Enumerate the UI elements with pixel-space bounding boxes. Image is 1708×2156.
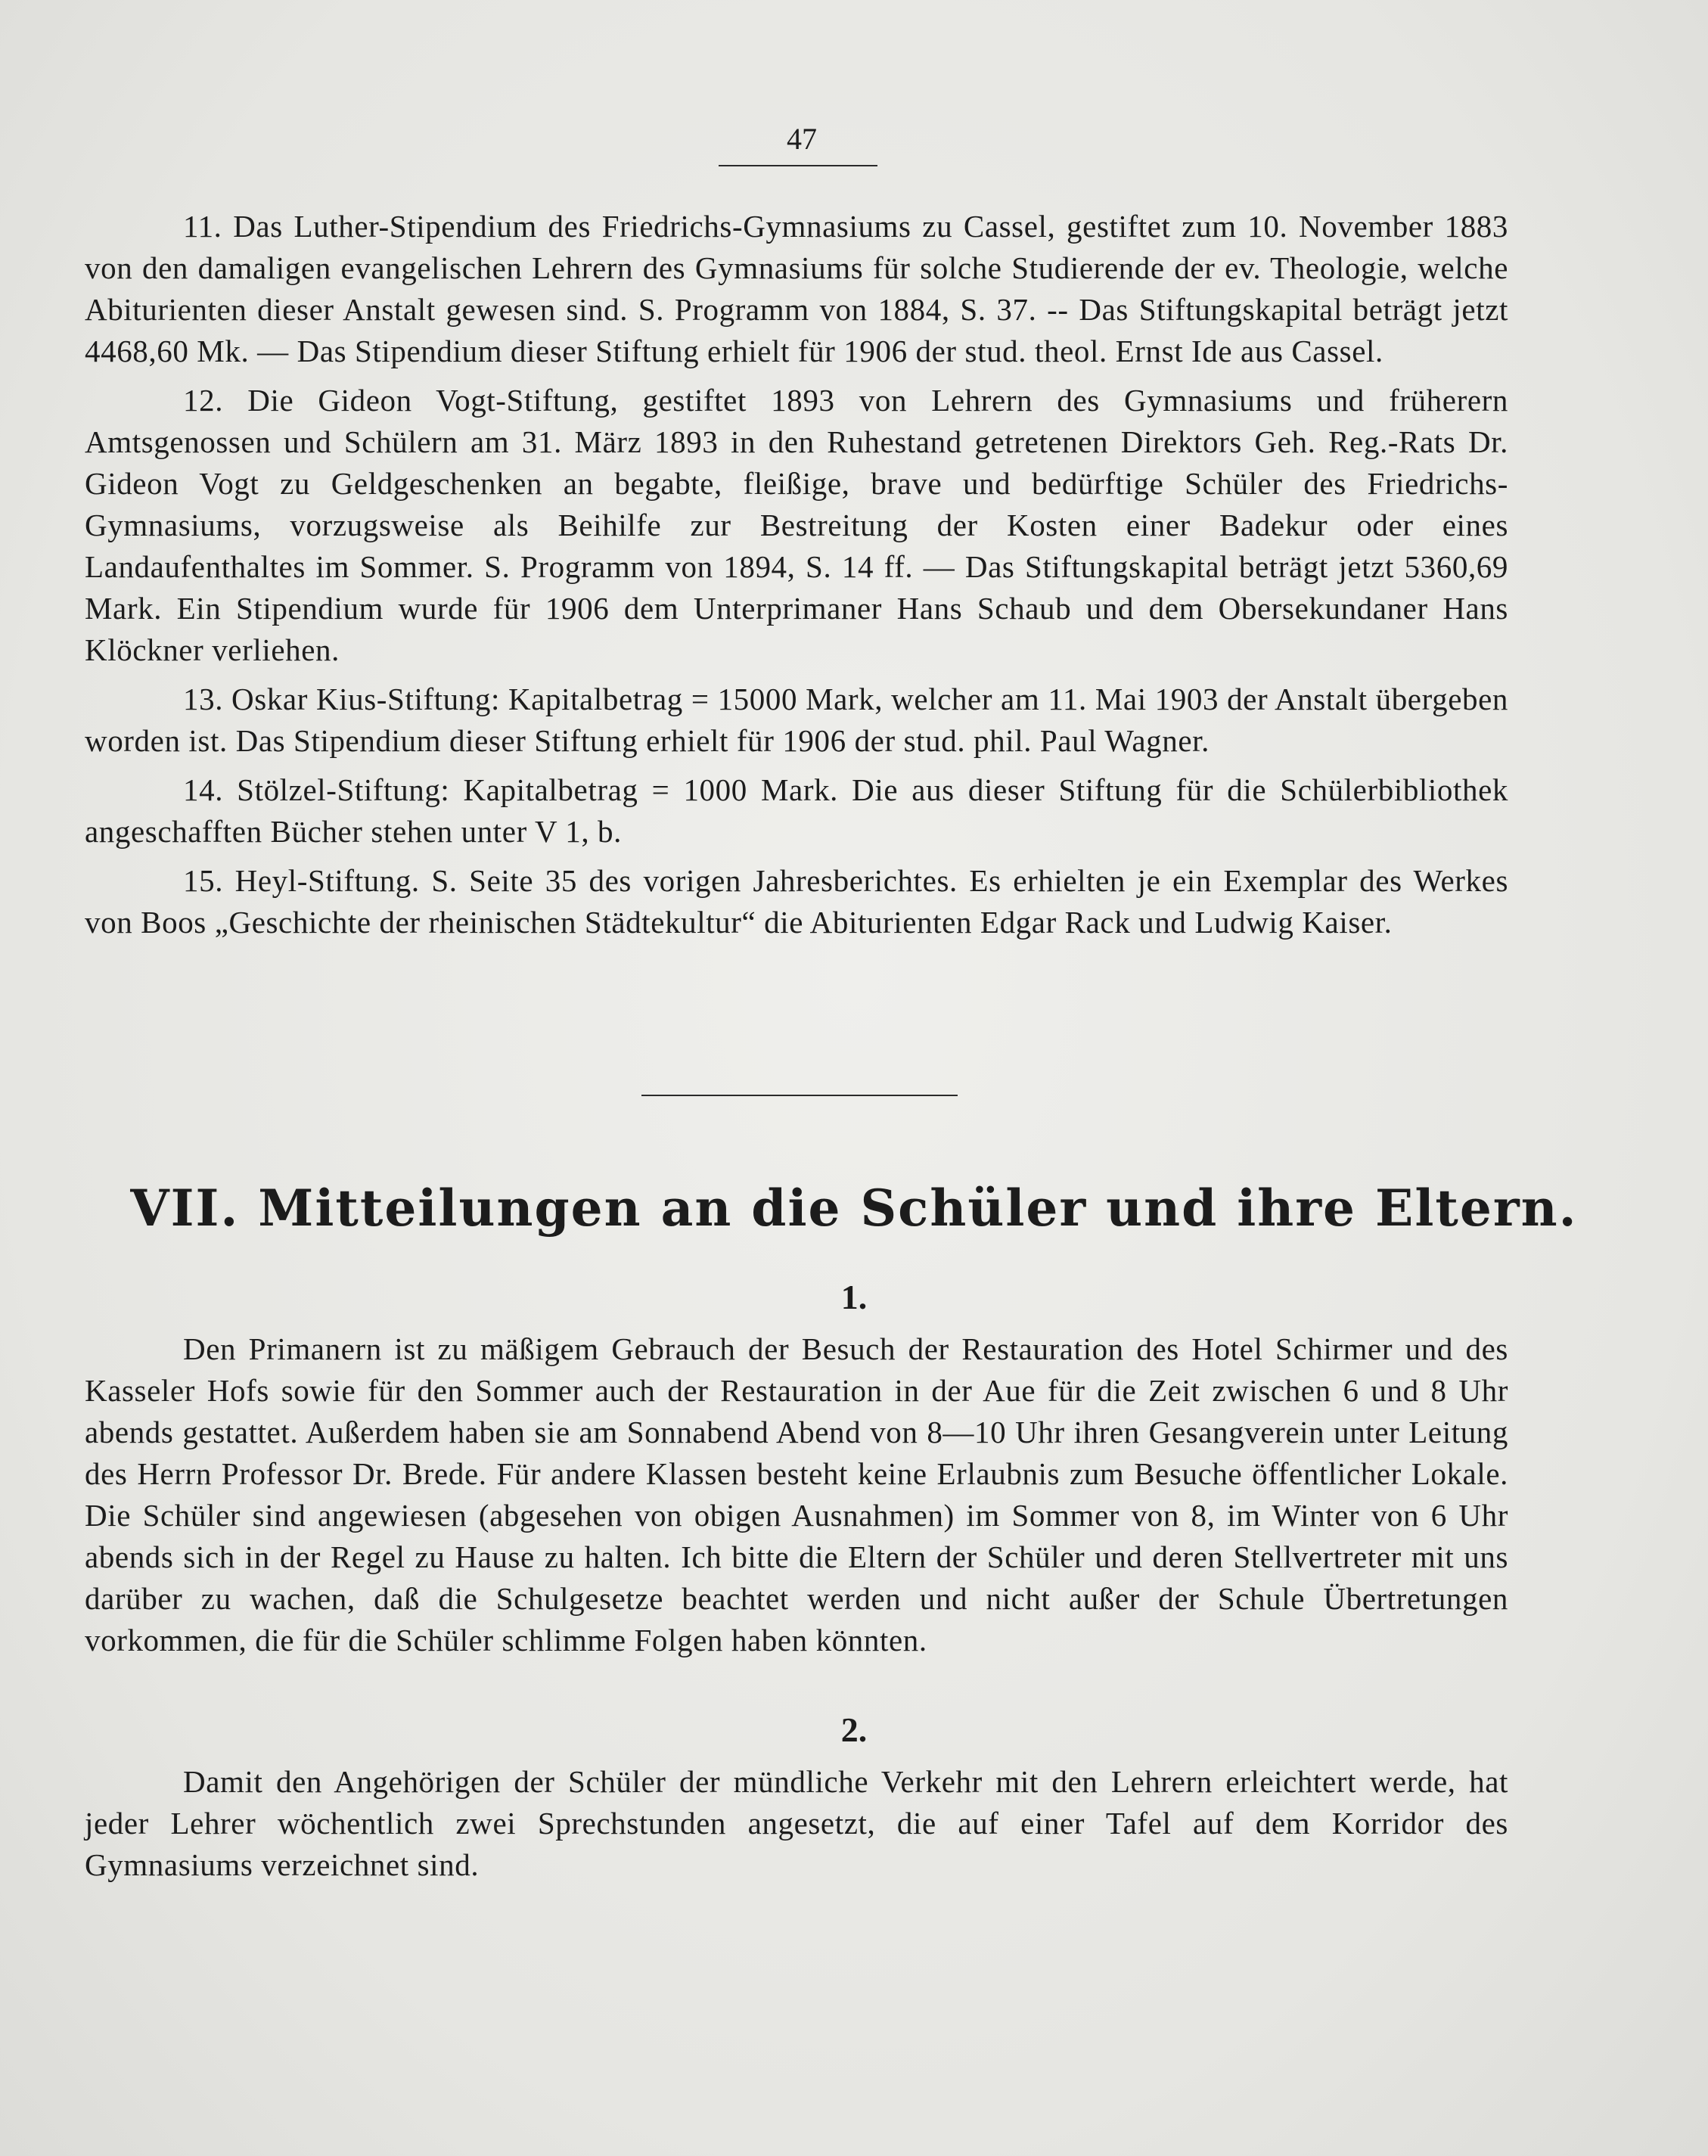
- subsection-body: [85, 1328, 1508, 1661]
- paragraph-gideon-vogt-stiftung: 12. Die Gideon Vogt-Stiftung, gestiftet 1893 von Lehrern des Gymnasiums und früherern Amtsgenossen und Schülern am 31. März 1893 in den Ruhestand getretenen Direktors Geh. Reg.-Rats Dr. Gideon Vogt zu Geldgeschenken an begabte, fleißige, brave und bedürftige Schüler des Friedrichs-Gymnasiums, vorzugsweise als Beihilfe zur Bestreitung der Kosten einer Badekur oder eines Landaufenthaltes im Sommer. S. Programm von 1894, S. 14 ff. — Das Stiftungskapital beträgt jetzt 5360,69 Mark. Ein Stipendium wurde für 1906 dem Unterprimaner Hans Schaub und dem Obersekundaner Hans Klöckner verliehen.: [85, 383, 1508, 667]
- subsection-number: 2.: [840, 1710, 868, 1749]
- paragraph-restaurant-visits: Den Primanern ist zu mäßigem Gebrauch der Besuch der Restauration des Hotel Schirmer und des Kasseler Hofs sowie für den Sommer auch der Restauration in der Aue für die Zeit zwischen 6 und 8 Uhr abends gestattet. Außerdem haben sie am Sonnabend Abend von 8—10 Uhr ihren Gesangverein unter Leitung des Herrn Professor Dr. Brede. Für andere Klassen besteht keine Erlaubnis zum Besuche öffentlicher Lokale. Die Schüler sind angewiesen (abgesehen von obigen Ausnahmen) im Sommer von 8, im Winter von 6 Uhr abends sich in der Regel zu Hause zu halten. Ich bitte die Eltern der Schüler und deren Stellvertreter mit uns darüber zu wachen, daß die Schulgesetze beachtet werden und nicht außer der Schule Übertretungen vorkommen, die für die Schüler schlimme Folgen haben könnten.: [85, 1331, 1508, 1657]
- subsection-body: [85, 1761, 1508, 1886]
- section-heading: VII. Mitteilungen an die Schüler und ihre Eltern.: [130, 1179, 1578, 1238]
- subsection-number: 1.: [840, 1278, 868, 1316]
- paragraph-stoelzel-stiftung: 14. Stölzel-Stiftung: Kapitalbetrag = 1000 Mark. Die aus dieser Stiftung für die Schülerbibliothek angeschafften Bücher stehen unter V 1, b.: [85, 772, 1508, 849]
- paragraph-office-hours: Damit den Angehörigen der Schüler der mündliche Verkehr mit den Lehrern erleichtert werde, hat jeder Lehrer wöchentlich zwei Sprechstunden angesetzt, die auf einer Tafel auf dem Korridor des Gymnasiums verzeichnet sind.: [85, 1764, 1508, 1882]
- foundations-list: [85, 206, 1508, 951]
- header-rule: [719, 165, 877, 166]
- section-divider: [641, 1095, 958, 1096]
- paragraph-heyl-stiftung: 15. Heyl-Stiftung. S. Seite 35 des vorigen Jahresberichtes. Es erhielten je ein Exemplar des Werkes von Boos „Geschichte der rheinischen Städtekultur“ die Abiturienten Edgar Rack und Ludwig Kaiser.: [85, 863, 1508, 940]
- paragraph-luther-stipendium: 11. Das Luther-Stipendium des Friedrichs-Gymnasiums zu Cassel, gestiftet zum 10. November 1883 von den damaligen evangelischen Lehrern des Gymnasiums für solche Studierende der ev. Theologie, welche Abiturienten dieser Anstalt gewesen sind. S. Programm von 1884, S. 37. -- Das Stiftungskapital beträgt jetzt 4468,60 Mk. — Das Stipendium dieser Stiftung erhielt für 1906 der stud. theol. Ernst Ide aus Cassel.: [85, 209, 1508, 368]
- page-number: 47: [787, 122, 817, 156]
- paragraph-oskar-kius-stiftung: 13. Oskar Kius-Stiftung: Kapitalbetrag = 15000 Mark, welcher am 11. Mai 1903 der Anstalt übergeben worden ist. Das Stipendium dieser Stiftung erhielt für 1906 der stud. phil. Paul Wagner.: [85, 682, 1508, 758]
